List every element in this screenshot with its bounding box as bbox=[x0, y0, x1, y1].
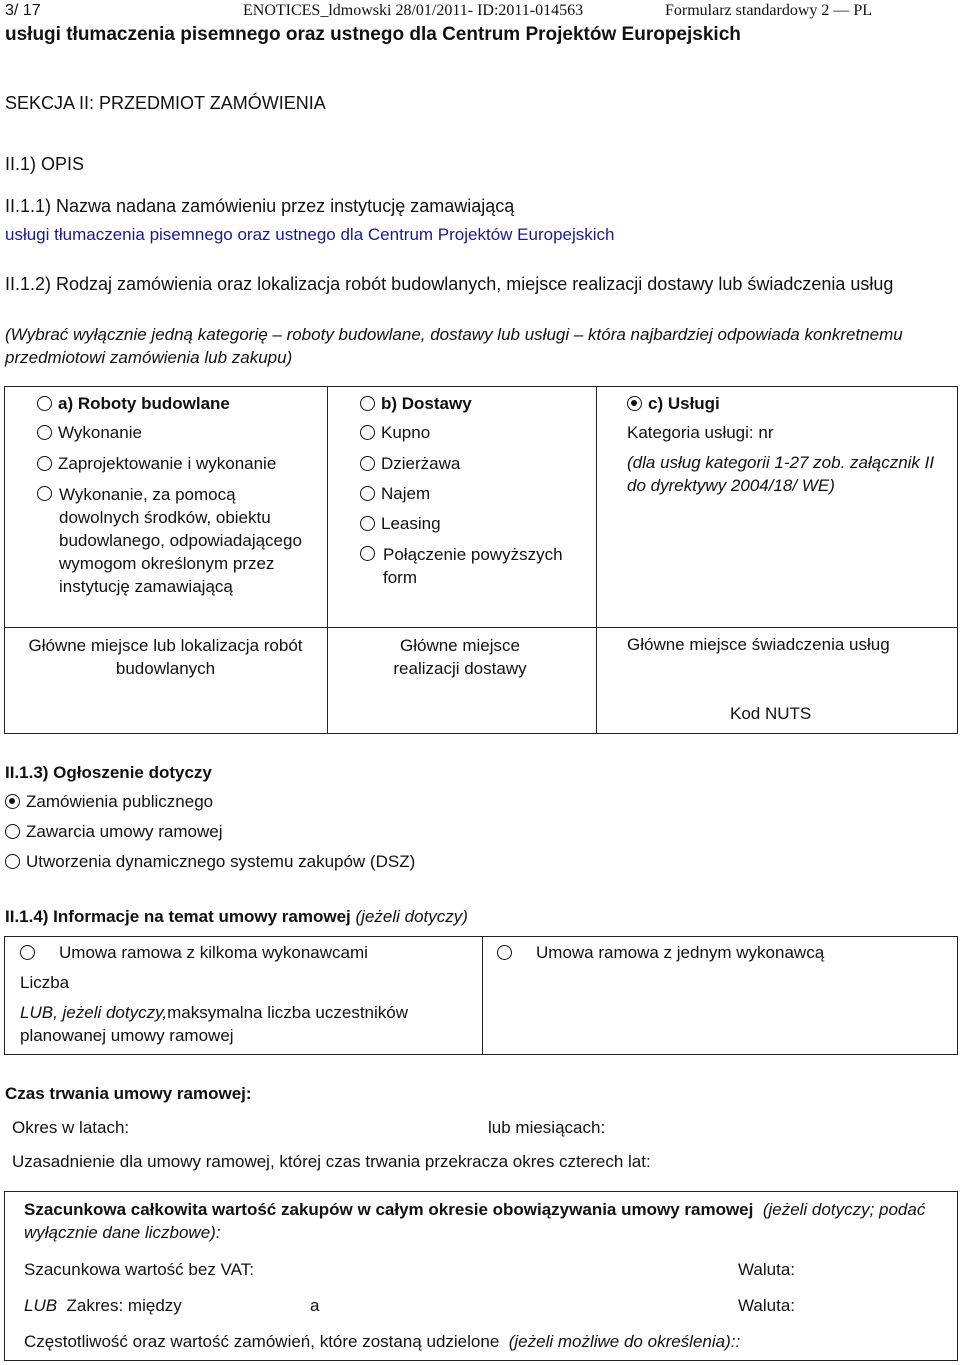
public-contract-label: Zamówienia publicznego bbox=[26, 792, 214, 811]
months-label: lub miesiącach: bbox=[488, 1118, 606, 1137]
works-design-label: Zaprojektowanie i wykonanie bbox=[58, 454, 277, 473]
range-label: Zakres: między bbox=[66, 1296, 182, 1315]
currency-label: Waluta: bbox=[738, 1296, 796, 1315]
services-category-label: Kategoria usługi: nr bbox=[627, 423, 774, 442]
supplies-label: b) Dostawy bbox=[381, 394, 472, 413]
radio-icon[interactable] bbox=[37, 456, 52, 471]
framework-multi-option[interactable] bbox=[20, 942, 368, 964]
radio-checked-icon[interactable] bbox=[5, 794, 20, 809]
supplies-purchase-label: Kupno bbox=[381, 423, 431, 442]
column-divider bbox=[482, 936, 483, 1055]
services-category-note: (dla usług kategorii 1-27 zob. załącznik II do dyrektywy 2004/18/ WE) bbox=[627, 453, 935, 495]
radio-icon[interactable] bbox=[360, 516, 375, 531]
dps-label: Utworzenia dynamicznego systemu zakupów (DSZ) bbox=[26, 852, 416, 871]
framework-label: Zawarcia umowy ramowej bbox=[26, 822, 223, 841]
currency-label: Waluta: bbox=[738, 1260, 796, 1279]
ii14-heading bbox=[5, 906, 468, 928]
nuts-code-label: Kod NUTS bbox=[730, 704, 812, 723]
supplies-leasing-label: Leasing bbox=[381, 514, 441, 533]
works-option[interactable] bbox=[37, 393, 230, 415]
supplies-combination-label: Połączenie powyższych form bbox=[383, 545, 563, 587]
max-participants-text bbox=[20, 1001, 470, 1047]
frequency-label: Częstotliwość oraz wartość zamówień, które zostaną udzielone bbox=[24, 1332, 500, 1351]
works-label: a) Roboty budowlane bbox=[58, 394, 230, 413]
frequency-row bbox=[24, 1331, 740, 1353]
radio-icon[interactable] bbox=[37, 486, 52, 501]
works-design-option[interactable] bbox=[37, 453, 276, 475]
framework-single-label: Umowa ramowa z jednym wykonawcą bbox=[536, 943, 825, 962]
framework-single-option[interactable] bbox=[497, 942, 824, 964]
section-subtitle: II.1) OPIS bbox=[5, 154, 85, 174]
supplies-combination-option[interactable] bbox=[360, 543, 381, 565]
supplies-rental-option[interactable] bbox=[360, 483, 430, 505]
works-means-option[interactable] bbox=[37, 483, 58, 505]
supplies-leasing-option[interactable] bbox=[360, 513, 441, 535]
ii12-note: (Wybrać wyłącznie jedną kategorię – roboty budowlane, dostawy lub usługi – która najbardziej odpowiada konkretnemu przedmiotowi zamówienia lub zakupu) bbox=[5, 325, 903, 367]
works-execution-label: Wykonanie bbox=[58, 423, 142, 442]
supplies-place-label: Główne miejsce realizacji dostawy bbox=[393, 636, 527, 678]
radio-icon[interactable] bbox=[37, 425, 52, 440]
column-divider bbox=[327, 386, 328, 734]
estimate-heading bbox=[24, 1198, 944, 1244]
radio-icon[interactable] bbox=[37, 396, 52, 411]
radio-icon[interactable] bbox=[20, 945, 35, 960]
ii14-heading-note: (jeżeli dotyczy) bbox=[355, 907, 468, 926]
services-label: c) Usługi bbox=[648, 394, 720, 413]
services-place-label: Główne miejsce świadczenia usług bbox=[627, 635, 890, 654]
frequency-note: (jeżeli możliwe do określenia):: bbox=[508, 1332, 741, 1351]
section-title: SEKCJA II: PRZEDMIOT ZAMÓWIENIA bbox=[5, 93, 326, 113]
supplies-lease-label: Dzierżawa bbox=[381, 454, 461, 473]
ii13-heading: II.1.3) Ogłoszenie dotyczy bbox=[5, 763, 212, 782]
ii11-heading: II.1.1) Nazwa nadana zamówieniu przez instytucję zamawiającą bbox=[5, 196, 515, 216]
supplies-lease-option[interactable] bbox=[360, 453, 460, 475]
notice-id: ENOTICES_ldmowski 28/01/2011- ID:2011-014563 bbox=[243, 2, 584, 19]
or-label: LUB, jeżeli dotyczy, bbox=[20, 1003, 168, 1022]
column-divider bbox=[596, 386, 597, 734]
radio-icon[interactable] bbox=[360, 396, 375, 411]
ii11-value: usługi tłumaczenia pisemnego oraz ustnego dla Centrum Projektów Europejskich bbox=[5, 225, 615, 244]
years-label: Okres w latach: bbox=[12, 1118, 130, 1137]
radio-checked-icon[interactable] bbox=[627, 396, 642, 411]
radio-icon[interactable] bbox=[5, 854, 20, 869]
radio-icon[interactable] bbox=[497, 945, 512, 960]
works-place-label: Główne miejsce lub lokalizacja robót budowlanych bbox=[28, 636, 303, 678]
estimate-heading-note: (jeżeli dotyczy; podać wyłącznie dane liczbowe): bbox=[24, 1200, 926, 1242]
radio-icon[interactable] bbox=[360, 546, 375, 561]
participants-number-label: Liczba bbox=[20, 973, 70, 992]
ii12-heading: II.1.2) Rodzaj zamówienia oraz lokalizacja robót budowlanych, miejsce realizacji dostawy lub świadczenia usług bbox=[5, 274, 894, 294]
framework-option[interactable] bbox=[5, 821, 223, 843]
works-execution-option[interactable] bbox=[37, 422, 142, 444]
value-ex-vat-label: Szacunkowa wartość bez VAT: bbox=[24, 1260, 254, 1279]
public-contract-option[interactable] bbox=[5, 791, 213, 813]
works-means-label: Wykonanie, za pomocą dowolnych środków, obiektu budowlanego, odpowiadającego wymogom określonym przez instytucję zamawiającą bbox=[59, 485, 302, 596]
page-number: 3/ 17 bbox=[5, 2, 41, 19]
range-and-label: a bbox=[310, 1296, 320, 1315]
form-name: Formularz standardowy 2 — PL bbox=[665, 2, 873, 19]
document-title: usługi tłumaczenia pisemnego oraz ustnego dla Centrum Projektów Europejskich bbox=[5, 24, 741, 45]
estimate-heading-text: Szacunkowa całkowita wartość zakupów w całym okresie obowiązywania umowy ramowej bbox=[24, 1200, 754, 1219]
supplies-option[interactable] bbox=[360, 393, 472, 415]
radio-icon[interactable] bbox=[360, 456, 375, 471]
radio-icon[interactable] bbox=[360, 425, 375, 440]
justification-label: Uzasadnienie dla umowy ramowej, której czas trwania przekracza okres czterech lat: bbox=[12, 1152, 651, 1171]
framework-multi-label: Umowa ramowa z kilkoma wykonawcami bbox=[59, 943, 368, 962]
or-label: LUB bbox=[24, 1296, 58, 1315]
duration-heading: Czas trwania umowy ramowej: bbox=[5, 1084, 252, 1103]
max-participants-label: maksymalna liczba uczestników planowanej umowy ramowej bbox=[20, 1003, 408, 1045]
services-option[interactable] bbox=[627, 393, 720, 415]
supplies-rental-label: Najem bbox=[381, 484, 431, 503]
radio-icon[interactable] bbox=[5, 824, 20, 839]
ii14-heading-text: II.1.4) Informacje na temat umowy ramowej bbox=[5, 907, 351, 926]
radio-icon[interactable] bbox=[360, 486, 375, 501]
supplies-purchase-option[interactable] bbox=[360, 422, 430, 444]
range-row bbox=[24, 1295, 182, 1317]
dps-option[interactable] bbox=[5, 851, 415, 873]
row-divider bbox=[4, 627, 958, 628]
